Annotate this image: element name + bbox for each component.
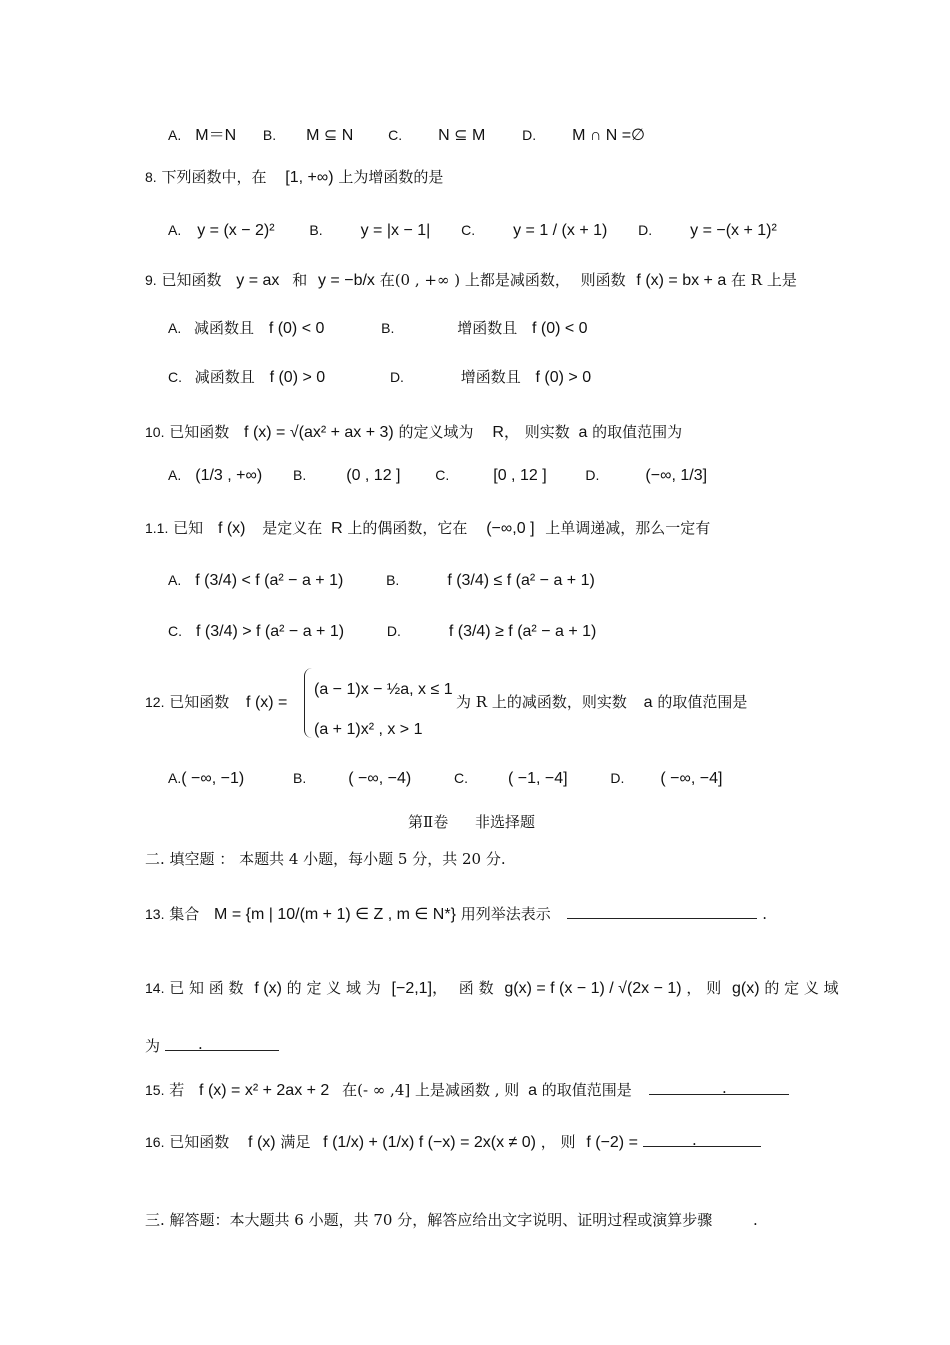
q9-a-math: f (0) < 0 [268,320,325,337]
q16-ask: f (−2) = [586,1134,638,1151]
q14-stem-1: 已 知 函 数 [169,979,244,997]
q9-options-ab [168,318,588,339]
q12-b-text: ( −∞, −4) [348,770,412,787]
q14-stem-2: 的 定 义 域 为 [286,979,381,997]
q9-b-math: f (0) < 0 [531,320,588,337]
q10-stem-3: 则实数 [524,423,570,441]
q11-interval: (−∞,0 ] [486,520,535,537]
q8-d-text: y = −(x + 1)² [690,222,777,239]
q9-number: 9. [145,272,157,288]
q12-c-label: C. [454,770,468,786]
q12-func-lead: f (x) = [246,694,288,711]
q11-R: R [331,520,343,537]
q9-a-text: 减函数且 [194,319,255,337]
q8-interval: [1, +∞) [285,169,334,186]
q7-a-text: M＝N [195,127,237,144]
q12-stem-3: 的取值范围是 [657,693,748,711]
q8-options [168,220,777,241]
q10-c-label: C. [435,467,450,483]
q14-line2 [145,1036,279,1056]
q8-a-label: A. [168,222,182,238]
q9-d-math: f (0) > 0 [535,369,592,386]
q9-b-label: B. [381,320,395,336]
q12-a-label: A. [168,770,182,786]
q10-a-label: A. [168,467,182,483]
q8-b-label: B. [309,222,323,238]
q11-d-text: f (3/4) ≥ f (a² − a + 1) [448,623,597,640]
q9-options-cd [168,367,591,388]
q9-a-label: A. [168,320,182,336]
q11-stem-2: 是定义在 [262,519,323,537]
q11-func: f (x) [217,520,246,537]
q7-d-text: M ∩ N =∅ [572,127,646,144]
q12-stem-1: 已知函数 [169,693,230,711]
q15-stem-3: 的取值范围是 [541,1081,632,1099]
q16 [145,1132,761,1153]
q10-func: f (x) = √(ax² + ax + 3) [244,424,394,441]
q10-c-text: [0 , 12 ] [493,467,547,484]
q10-a: a [578,424,588,441]
q11-number: 1.1. [145,520,169,536]
q11-options-ab [168,570,595,591]
q15-a: a [528,1082,537,1099]
q15-func: f (x) = x² + 2ax + 2 [199,1082,330,1099]
q7-d-label: D. [522,127,537,143]
q7-options [168,125,645,146]
q15-answer-blank[interactable] [649,1080,789,1095]
q9-stem-1: 已知函数 [161,271,222,289]
q14-func: f (x) [254,980,282,997]
q11-b-label: B. [386,572,400,588]
q15-stem-1: 若 [169,1081,185,1099]
q11-a-text: f (3/4) < f (a² − a + 1) [195,572,344,589]
q11-stem [145,518,710,539]
q16-stem-2: 满足 [280,1133,311,1151]
q12-stem-tail [456,692,747,713]
q14-stem-5: 的 定 义 域 [764,979,839,997]
q9-c-math: f (0) > 0 [269,369,326,386]
q16-eq: f (1/x) + (1/x) f (−x) = 2x(x ≠ 0) [323,1134,536,1151]
q7-a-label: A. [168,127,182,143]
q14-g: g(x) = f (x − 1) / √(2x − 1) [504,980,682,997]
q14-domain: [−2,1]， [391,980,449,997]
q10-stem [145,422,682,443]
q9-c-label: C. [168,369,182,385]
q10-d-text: (−∞, 1/3] [645,467,708,484]
q12-a-text: ( −∞, −1) [181,770,245,787]
q11-c-text: f (3/4) > f (a² − a + 1) [196,623,345,640]
q10-stem-2: 的定义域为 [398,423,474,441]
q13-set: M = {m | 10/(m + 1) ∈ Z , m ∈ N*} [214,906,456,923]
q9-d-label: D. [389,369,404,385]
q10-b-label: B. [293,467,307,483]
q8-c-label: C. [461,222,476,238]
q13-answer-blank[interactable] [567,904,757,919]
q8-stem-1: 下列函数中，在 [161,168,267,186]
q13 [145,904,767,925]
q13-number: 13. [145,906,165,922]
q16-func: f (x) [248,1134,276,1151]
q14-g2: g(x) [731,980,760,997]
section3-dot: . [753,1211,758,1229]
q12-b-label: B. [293,770,307,786]
q13-stem-2: 用列举法表示 [460,905,551,923]
q12-options [168,768,722,789]
q8-b-text: y = |x − 1| [360,222,431,239]
q10-b-text: (0 , 12 ] [346,467,401,484]
q12-d-text: ( −∞, −4] [660,770,723,787]
q16-dot: . [692,1131,697,1149]
part2-heading [408,812,535,832]
q9-d-text: 增函数且 [460,368,521,386]
q14-number: 14. [145,980,165,996]
q13-stem-1: 集合 [169,905,200,923]
q16-stem-3: ， 则 [540,1133,576,1151]
q7-b-text: M ⊆ N [306,127,354,144]
q8-c-text: y = 1 / (x + 1) [513,222,608,239]
q12-d-label: D. [610,770,625,786]
q8-stem-2: 上为增函数的是 [338,168,444,186]
q11-stem-1: 已知 [173,519,204,537]
q10-stem-4: 的取值范围为 [592,423,683,441]
part2-subtitle: 非选择题 [474,813,535,831]
q14-stem-3: 函 数 [458,979,494,997]
q12-number: 12. [145,694,165,710]
q11-d-label: D. [386,623,401,639]
q12-case-2: (a + 1)x² , x > 1 [314,721,423,738]
q9-and: 和 [292,271,308,289]
q12-a: a [643,694,653,711]
q13-end: . [762,905,768,923]
q9-f1: y = ax [236,272,280,289]
q9-stem-4: 在 R 上是 [731,271,797,289]
q9-stem-3: 则函数 [580,271,626,289]
q15-stem-2: 在(- ∞ ,4] 上是减函数 , 则 [342,1081,520,1099]
q11-c-label: C. [168,623,182,639]
q12-stem [145,692,287,713]
q8-stem [145,167,443,188]
q7-b-label: B. [262,127,277,143]
q16-answer-blank[interactable] [643,1132,761,1147]
q10-d-label: D. [585,467,600,483]
q15-number: 15. [145,1082,165,1098]
q14-answer-blank[interactable] [165,1036,279,1051]
q10-R: R， [492,424,520,441]
q12-c-text: ( −1, −4] [508,770,568,787]
q11-options-cd [168,621,596,642]
q12-piecewise-brace [304,668,313,738]
q10-options [168,465,707,486]
q12-stem-2: 为 R 上的减函数，则实数 [456,693,627,711]
q8-a-text: y = (x − 2)² [197,222,275,239]
q9-stem-2: 在(0 , +∞ ) 上都是减函数， [379,271,570,289]
q10-number: 10. [145,424,165,440]
q9-f3: f (x) = bx + a [636,272,727,289]
q9-f2: y = −b/x [317,272,375,289]
q11-a-label: A. [168,572,182,588]
q14-stem-4: ， 则 [686,979,722,997]
section3-text: 三. 解答题：本大题共 6 小题，共 70 分，解答应给出文字说明、证明过程或演算步骤 [145,1211,713,1229]
part2-title: 第Ⅱ卷 [408,813,449,831]
q16-stem-1: 已知函数 [169,1133,230,1151]
q7-c-label: C. [388,127,403,143]
q8-d-label: D. [638,222,653,238]
q11-stem-4: 上单调递减，那么一定有 [545,519,711,537]
q11-stem-3: 上的偶函数，它在 [347,519,468,537]
q15 [145,1080,789,1101]
q9-b-text: 增函数且 [457,319,518,337]
q14-dot: . [198,1035,203,1053]
q9-c-text: 减函数且 [194,368,255,386]
q16-number: 16. [145,1134,165,1150]
q14-line2-lead: 为 [145,1037,161,1055]
q9-stem [145,270,797,291]
q15-dot: . [722,1079,727,1097]
q12-case-1: (a − 1)x − ½a, x ≤ 1 [314,681,453,698]
q14-line1 [145,978,839,999]
q7-c-text: N ⊆ M [438,127,486,144]
q11-b-text: f (3/4) ≤ f (a² − a + 1) [447,572,595,589]
section3-heading [145,1210,758,1230]
q10-a-text: (1/3 , +∞) [195,467,263,484]
q8-number: 8. [145,169,157,185]
q10-stem-1: 已知函数 [169,423,230,441]
section2-heading: 二. 填空题 ： 本题共 4 小题，每小题 5 分，共 20 分. [145,850,506,868]
